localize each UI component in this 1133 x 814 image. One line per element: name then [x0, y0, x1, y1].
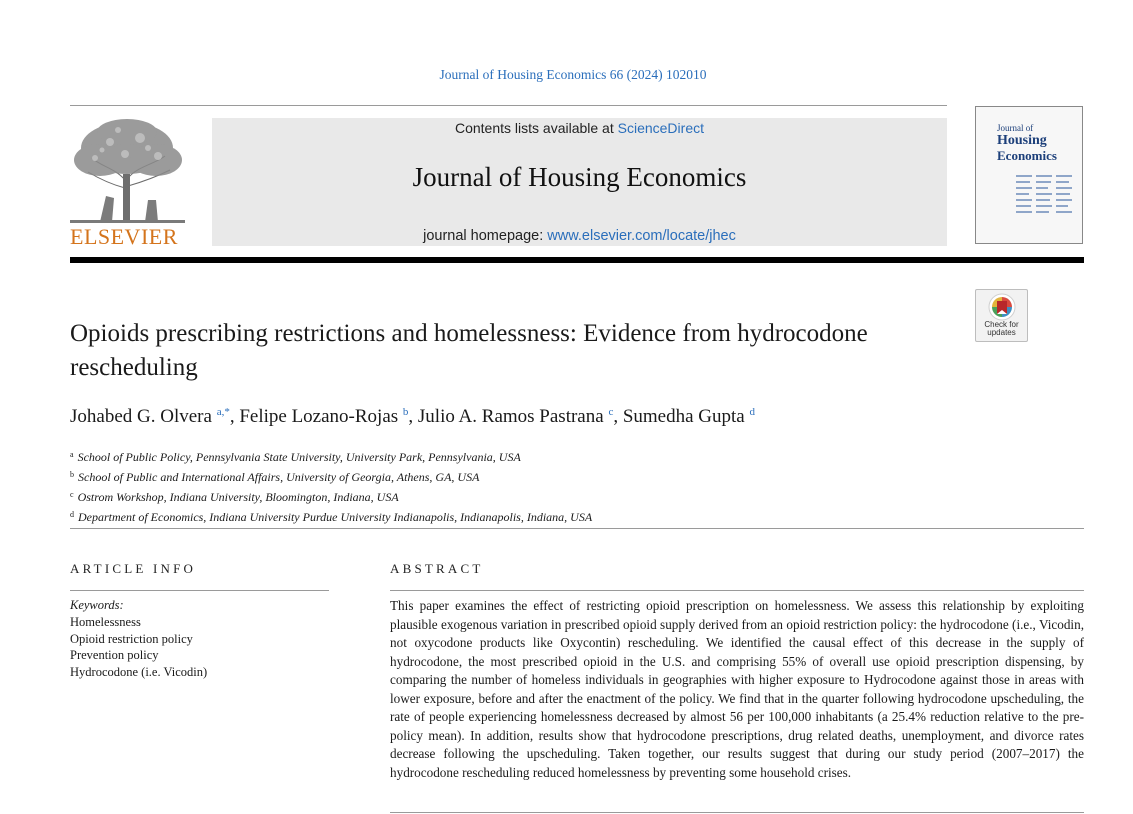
divider [70, 590, 329, 591]
masthead-divider [70, 257, 1084, 263]
crossmark-icon [988, 293, 1016, 321]
author-name[interactable]: Sumedha Gupta [622, 406, 745, 427]
homepage-prefix: journal homepage: [423, 228, 548, 244]
crossmark-line-1: Check for [984, 320, 1019, 329]
abstract-heading: ABSTRACT [390, 561, 484, 576]
elsevier-wordmark: ELSEVIER [70, 224, 178, 249]
affiliation-text: Ostrom Workshop, Indiana University, Bloomington, Indiana, USA [77, 490, 399, 504]
affiliation-text: Department of Economics, Indiana University Purdue University Indianapolis, Indianapolis, Indiana, USA [78, 510, 593, 524]
affiliation-item [70, 486, 870, 506]
affiliation-list [70, 446, 870, 526]
author-name[interactable]: Julio A. Ramos Pastrana [417, 406, 604, 427]
author-list: Johabed G. Olvera $^{a,*}$, Felipe Lozano-Rojas $^b$, Julio A. Ramos Pastrana $^c$, Sumedha Gupta $^d$ [70, 406, 755, 427]
keyword-item: Opioid restriction policy [70, 631, 193, 646]
cover-line-3: Economics [997, 148, 1057, 163]
divider [390, 812, 1084, 813]
affiliation-item [70, 446, 870, 466]
affiliation-marker: a [70, 450, 74, 459]
journal-title: Journal of Housing Economics [412, 162, 747, 192]
cover-line-2: Housing [997, 133, 1047, 148]
journal-citation-link[interactable]: Journal of Housing Economics 66 (2024) 102010 [439, 67, 707, 82]
author-affiliation-marker[interactable]: c [608, 406, 614, 418]
author-name[interactable]: Felipe Lozano-Rojas [239, 406, 399, 427]
keywords-block [70, 597, 330, 681]
author-name[interactable]: Johabed G. Olvera [70, 406, 212, 427]
affiliation-item [70, 466, 870, 486]
divider [70, 105, 947, 106]
check-for-updates-button[interactable] [975, 289, 1028, 342]
affiliation-marker: c [70, 490, 74, 499]
affiliation-text: School of Public and International Affairs, University of Georgia, Athens, GA, USA [78, 470, 480, 484]
sciencedirect-link[interactable]: ScienceDirect [617, 120, 704, 136]
journal-masthead [212, 118, 947, 246]
crossmark-label [976, 321, 1027, 337]
keyword-item: Homelessness [70, 614, 141, 629]
paper-title: Opioids prescribing restrictions and homelessness: Evidence from hydrocodone rescheduling [70, 320, 868, 381]
author-affiliation-marker[interactable]: b [402, 406, 409, 418]
keyword-item: Prevention policy [70, 648, 159, 663]
keywords-label: Keywords: [70, 598, 124, 612]
divider [70, 528, 1084, 529]
elsevier-tree-icon [70, 118, 185, 224]
author-affiliation-marker[interactable]: a,* [216, 406, 230, 418]
abstract-text: This paper examines the effect of restricting opioid prescription on homelessness. We assess this relationship by exploiting plausible exogenous variation in prescribed opioid supply derived from an opioid restriction policy: the hydrocodone (i.e., Vicodin, not oxycodone products like Oxycontin) rescheduling. We identified the causal effect of this decrease in the supply of hydrocodone, the most prescribed opioid in the U.S. and comprising 55% of overall use opioid prescription dispensing, by comparing the number of homeless individuals in geographies with higher exposure to Hydrocodone against those in areas with lower exposure, before and after the enactment of the policy. We find that in the quarter following hydrocodone upscheduling, the rate of people experiencing homelessness decreased by almost 56 per 100,000 inhabitants (a 25.4% reduction relative to the pre-policy mean). In addition, results show that hydrocodone prescriptions, drug related deaths, unemployment, and divorce rates decrease following the upscheduling. Taken together, our results suggest that during our study period (2007–2017) the hydrocodone rescheduling reduced homelessness by preventing some household crises. [390, 598, 1084, 780]
affiliation-marker: b [70, 470, 74, 479]
cover-line-1: Journal of [997, 123, 1034, 133]
keyword-item: Hydrocodone (i.e. Vicodin) [70, 665, 208, 680]
divider [390, 590, 1084, 591]
crossmark-line-2: updates [987, 328, 1016, 337]
contents-line [212, 120, 947, 136]
contents-prefix: Contents lists available at [454, 120, 618, 136]
journal-cover-thumbnail[interactable] [975, 106, 1083, 244]
cover-contents-graphic [1016, 175, 1074, 233]
affiliation-marker: d [70, 510, 74, 519]
homepage-line [212, 228, 947, 244]
author-affiliation-marker[interactable]: d [749, 406, 755, 418]
article-info-heading: ARTICLE INFO [70, 561, 197, 576]
affiliation-item [70, 506, 870, 526]
journal-homepage-link[interactable]: www.elsevier.com/locate/jhec [547, 228, 736, 244]
affiliation-text: School of Public Policy, Pennsylvania State University, University Park, Pennsylvania, USA [77, 450, 521, 464]
